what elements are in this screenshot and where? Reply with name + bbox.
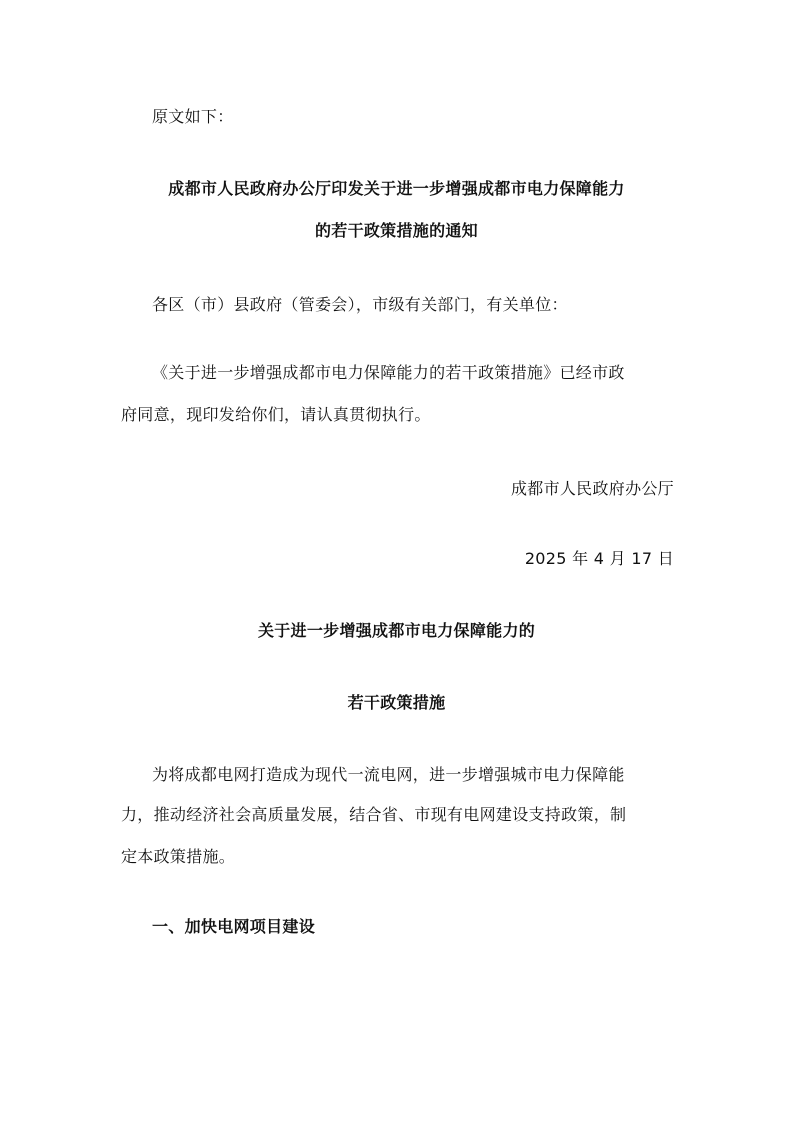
notice-title-line-1: 成都市人民政府办公厅印发关于进一步增强成都市电力保障能力 bbox=[168, 179, 625, 198]
intro-line-3: 定本政策措施。 bbox=[121, 847, 236, 866]
intro-line-1: 为将成都电网打造成为现代一流电网，进一步增强城市电力保障能 bbox=[152, 765, 625, 784]
preface-text: 原文如下： bbox=[152, 107, 234, 126]
salutation-text: 各区（市）县政府（管委会），市级有关部门，有关单位： bbox=[152, 295, 568, 314]
notice-body-line-1: 《关于进一步增强成都市电力保障能力的若干政策措施》已经市政 bbox=[152, 363, 625, 382]
notice-body-line-2: 府同意，现印发给你们，请认真贯彻执行。 bbox=[121, 405, 431, 424]
intro-line-2: 力，推动经济社会高质量发展，结合省、市现有电网建设支持政策，制 bbox=[121, 805, 627, 824]
measures-title-line-2: 若干政策措施 bbox=[347, 693, 446, 712]
measures-title-line-1: 关于进一步增强成都市电力保障能力的 bbox=[257, 621, 536, 640]
notice-title-line-2: 的若干政策措施的通知 bbox=[314, 221, 478, 240]
signature-organization: 成都市人民政府办公厅 bbox=[510, 479, 674, 498]
signature-date: 2025 年 4 月 17 日 bbox=[524, 549, 674, 568]
section-1-heading: 一、加快电网项目建设 bbox=[152, 917, 316, 936]
